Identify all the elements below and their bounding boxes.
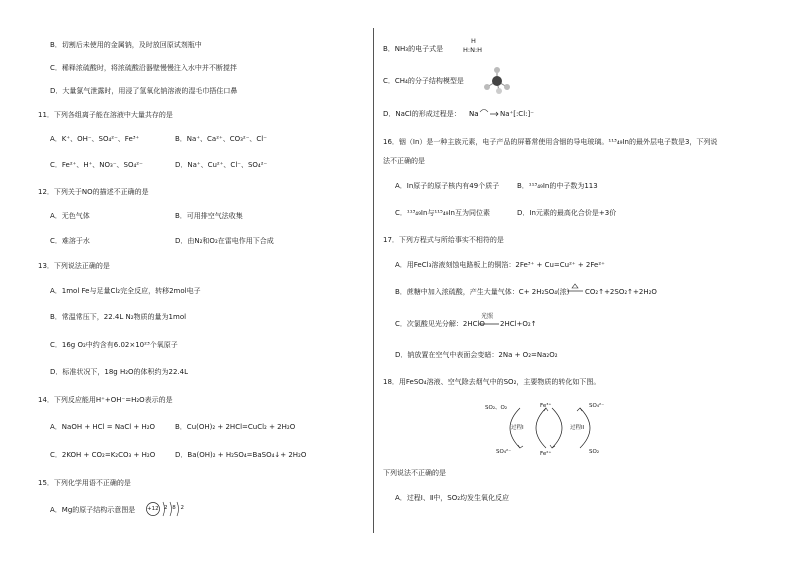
cycle-label-process-1: 过程I bbox=[511, 425, 524, 431]
q11-option-d: D．Na⁺、Cu²⁺、Cl⁻、SO₄²⁻ bbox=[175, 161, 268, 169]
q13-option-c: C．16g O₂中约含有6.02×10²³个氧原子 bbox=[50, 341, 178, 349]
q15-option-b: B．NH₃的电子式是 bbox=[383, 45, 444, 53]
q15-stem: 15．下列化学用语不正确的是 bbox=[38, 479, 131, 487]
mg-atom-structure-diagram bbox=[145, 499, 185, 519]
q17-option-c-products: 2HCl+O₂↑ bbox=[500, 320, 537, 328]
cycle-label-fe3: Fe³⁺ bbox=[540, 403, 552, 409]
cycle-label-so4-bottom: SO₄²⁻ bbox=[496, 449, 512, 455]
q10-option-d: D．大量氯气泄露时，用浸了氢氧化钠溶液的湿毛巾捂住口鼻 bbox=[50, 87, 238, 95]
cycle-label-so2-o2: SO₂、O₂ bbox=[485, 405, 508, 411]
q15-option-c: C．CH₄的分子结构模型是 bbox=[383, 77, 464, 85]
q10-option-c: C．稀释浓硫酸时，将浓硫酸沿器壁慢慢注入水中并不断搅拌 bbox=[50, 64, 237, 72]
q14-option-d: D．Ba(OH)₂ + H₂SO₄=BaSO₄↓+ 2H₂O bbox=[175, 451, 307, 459]
q17-stem: 17．下列方程式与所给事实不相符的是 bbox=[383, 236, 504, 244]
mg-nucleus-label: +12 bbox=[147, 506, 159, 512]
ch4-ball-model-icon bbox=[482, 66, 512, 96]
q18-substem: 下列说法不正确的是 bbox=[383, 469, 446, 477]
q12-option-d: D．由N₂和O₂在雷电作用下合成 bbox=[175, 237, 274, 245]
q16-option-c: C．¹¹³₄₉In与¹¹⁵₄₉In互为同位素 bbox=[395, 209, 490, 217]
q12-option-c: C．难溶于水 bbox=[50, 237, 90, 245]
nacl-electron-transfer-diagram bbox=[469, 106, 499, 120]
q12-option-b: B．可用排空气法收集 bbox=[175, 212, 243, 220]
q13-stem: 13．下列说法正确的是 bbox=[38, 262, 110, 270]
light-condition-label: 光照 bbox=[481, 313, 494, 320]
q13-option-b: B．常温常压下，22.4L N₂物质的量为1mol bbox=[50, 313, 187, 321]
q11-option-b: B．Na⁺、Ca²⁺、CO₃²⁻、Cl⁻ bbox=[175, 135, 267, 143]
q17-option-c: C．次氯酸见光分解：2HClO bbox=[395, 320, 485, 328]
column-divider bbox=[373, 28, 374, 533]
q14-option-c: C．2KOH + CO₂=K₂CO₃ + H₂O bbox=[50, 451, 156, 459]
q14-option-a: A．NaOH + HCl = NaCl + H₂O bbox=[50, 423, 156, 431]
q16-stem-line1: 16．铟（In）是一种主族元素，电子产品的屏幕常使用含铟的导电玻璃。¹¹³₄₉In的最外层电子数是3，下列说 bbox=[383, 138, 718, 146]
q11-option-c: C．Fe²⁺、H⁺、NO₃⁻、SO₄²⁻ bbox=[50, 161, 143, 169]
q12-option-a: A．无色气体 bbox=[50, 212, 90, 220]
q11-option-a: A．K⁺、OH⁻、SO₄²⁻、Fe³⁺ bbox=[50, 135, 140, 143]
nacl-product: Na⁺[:Cl:]⁻ bbox=[500, 110, 534, 118]
q17-option-b-products: CO₂↑+2SO₂↑+2H₂O bbox=[585, 288, 657, 296]
cycle-label-so2: SO₂ bbox=[589, 449, 600, 455]
q17-option-d: D．钠放置在空气中表面会变暗：2Na + O₂=Na₂O₂ bbox=[395, 351, 558, 359]
q18-option-a: A．过程Ⅰ、Ⅱ中，SO₂均发生氧化反应 bbox=[395, 494, 510, 502]
cycle-label-fe2: Fe²⁺ bbox=[540, 451, 552, 457]
q13-option-a: A．1mol Fe与足量Cl₂完全反应，转移2mol电子 bbox=[50, 287, 201, 295]
q12-stem: 12．下列关于NO的描述不正确的是 bbox=[38, 188, 149, 196]
q13-option-d: D．标准状况下，18g H₂O的体积约为22.4L bbox=[50, 368, 189, 376]
svg-text:Na: Na bbox=[469, 110, 479, 118]
q14-option-b: B．Cu(OH)₂ + 2HCl=CuCl₂ + 2H₂O bbox=[175, 423, 296, 431]
heat-condition-arrow bbox=[566, 283, 584, 295]
q11-stem: 11．下列各组离子能在溶液中大量共存的是 bbox=[38, 111, 173, 119]
mg-shell-electrons: 2 8 2 bbox=[164, 505, 184, 511]
nh3-electron-top: H bbox=[471, 37, 476, 45]
q10-option-b: B．切割后未使用的金属钠，及时放回原试剂瓶中 bbox=[50, 41, 202, 49]
q15-option-a: A．Mg的原子结构示意图是 bbox=[50, 506, 136, 514]
q15-option-d: D．NaCl的形成过程是： bbox=[383, 110, 461, 118]
q17-option-a: A．用FeCl₃溶液刻蚀电路板上的铜箔：2Fe³⁺ + Cu=Cu²⁺ + 2Fe²⁺ bbox=[395, 261, 605, 269]
nh3-electron-formula: H:N:H bbox=[463, 46, 483, 54]
q16-option-d: D．In元素的最高化合价是+3价 bbox=[517, 209, 617, 217]
q16-stem-line2: 法不正确的是 bbox=[383, 157, 425, 165]
q14-stem: 14．下列反应能用H⁺+OH⁻=H₂O表示的是 bbox=[38, 396, 173, 404]
cycle-label-so4-top: SO₄²⁻ bbox=[589, 403, 605, 409]
q16-option-a: A．In原子的原子核内有49个质子 bbox=[395, 182, 500, 190]
cycle-label-process-2: 过程II bbox=[570, 425, 585, 431]
q17-option-b: B．蔗糖中加入浓硫酸，产生大量气体：C+ 2H₂SO₄(浓) bbox=[395, 288, 570, 296]
q16-option-b: B．¹¹³₄₉In的中子数为113 bbox=[517, 182, 598, 190]
q18-stem: 18．用FeSO₄溶液、空气除去烟气中的SO₂，主要物质的转化如下图。 bbox=[383, 378, 601, 386]
light-condition-bar bbox=[479, 320, 499, 324]
